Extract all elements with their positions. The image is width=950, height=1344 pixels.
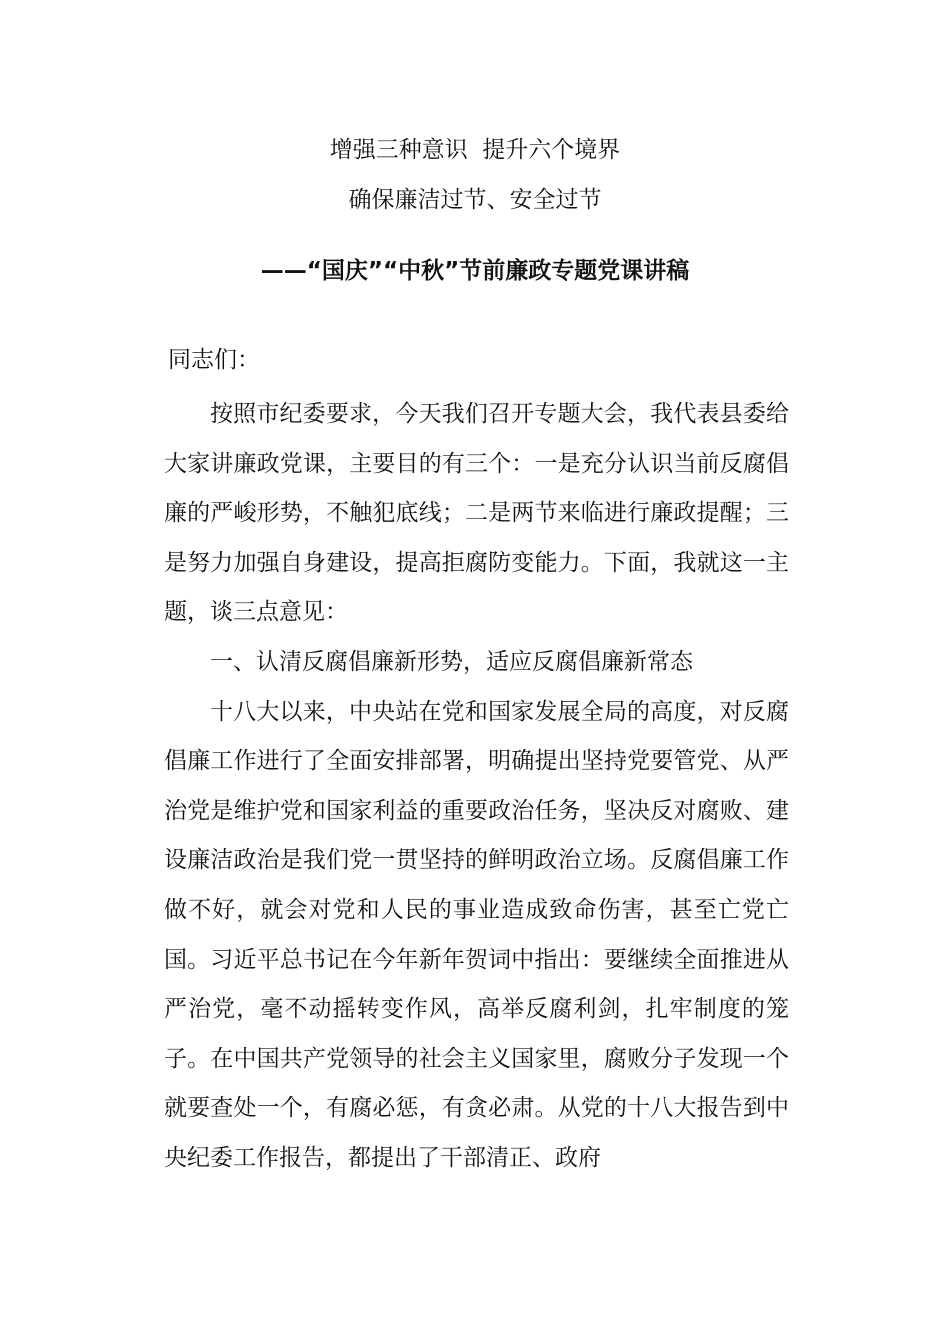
title-line-1: 增强三种意识 提升六个境界 [329, 137, 621, 163]
paragraph-intro: 按照市纪委要求，今天我们召开专题大会，我代表县委给大家讲廉政党课，主要目的有三个：一是充分认识当前反腐倡廉的严峻形势，不触犯底线；二是两节来临进行廉政提醒；三是努力加强自身建设，提高拒腐防变能力。下面，我就这一主题，谈三点意见： [164, 401, 789, 626]
paragraph-section-1: 十八大以来，中央站在党和国家发展全局的高度，对反腐倡廉工作进行了全面安排部署，明确提出坚持党要管党、从严治党是维护党和国家利益的重要政治任务，坚决反对腐败、建设廉洁政治是我们党一贯坚持的鲜明政治立场。反腐倡廉工作做不好，就会对党和人民的事业造成致命伤害，甚至亡党亡国。习近平总书记在今年新年贺词中指出：要继续全面推进从严治党，毫不动摇转变作风，高举反腐利剑，扎牢制度的笼子。在中国共产党领导的社会主义国家里，腐败分子发现一个就要查处一个，有腐必惩，有贪必肃。从党的十八大报告到中央纪委工作报告，都提出了干部清正、政府 [164, 698, 789, 1171]
title-line-2: 确保廉洁过节、安全过节 [348, 187, 602, 213]
section-heading-1: 一、认清反腐倡廉新形势，适应反腐倡廉新常态 [210, 648, 693, 675]
body-text [164, 390, 789, 1184]
subtitle: ——“国庆”“中秋”节前廉政专题党课讲稿 [260, 258, 690, 284]
greeting: 同志们： [168, 347, 260, 373]
